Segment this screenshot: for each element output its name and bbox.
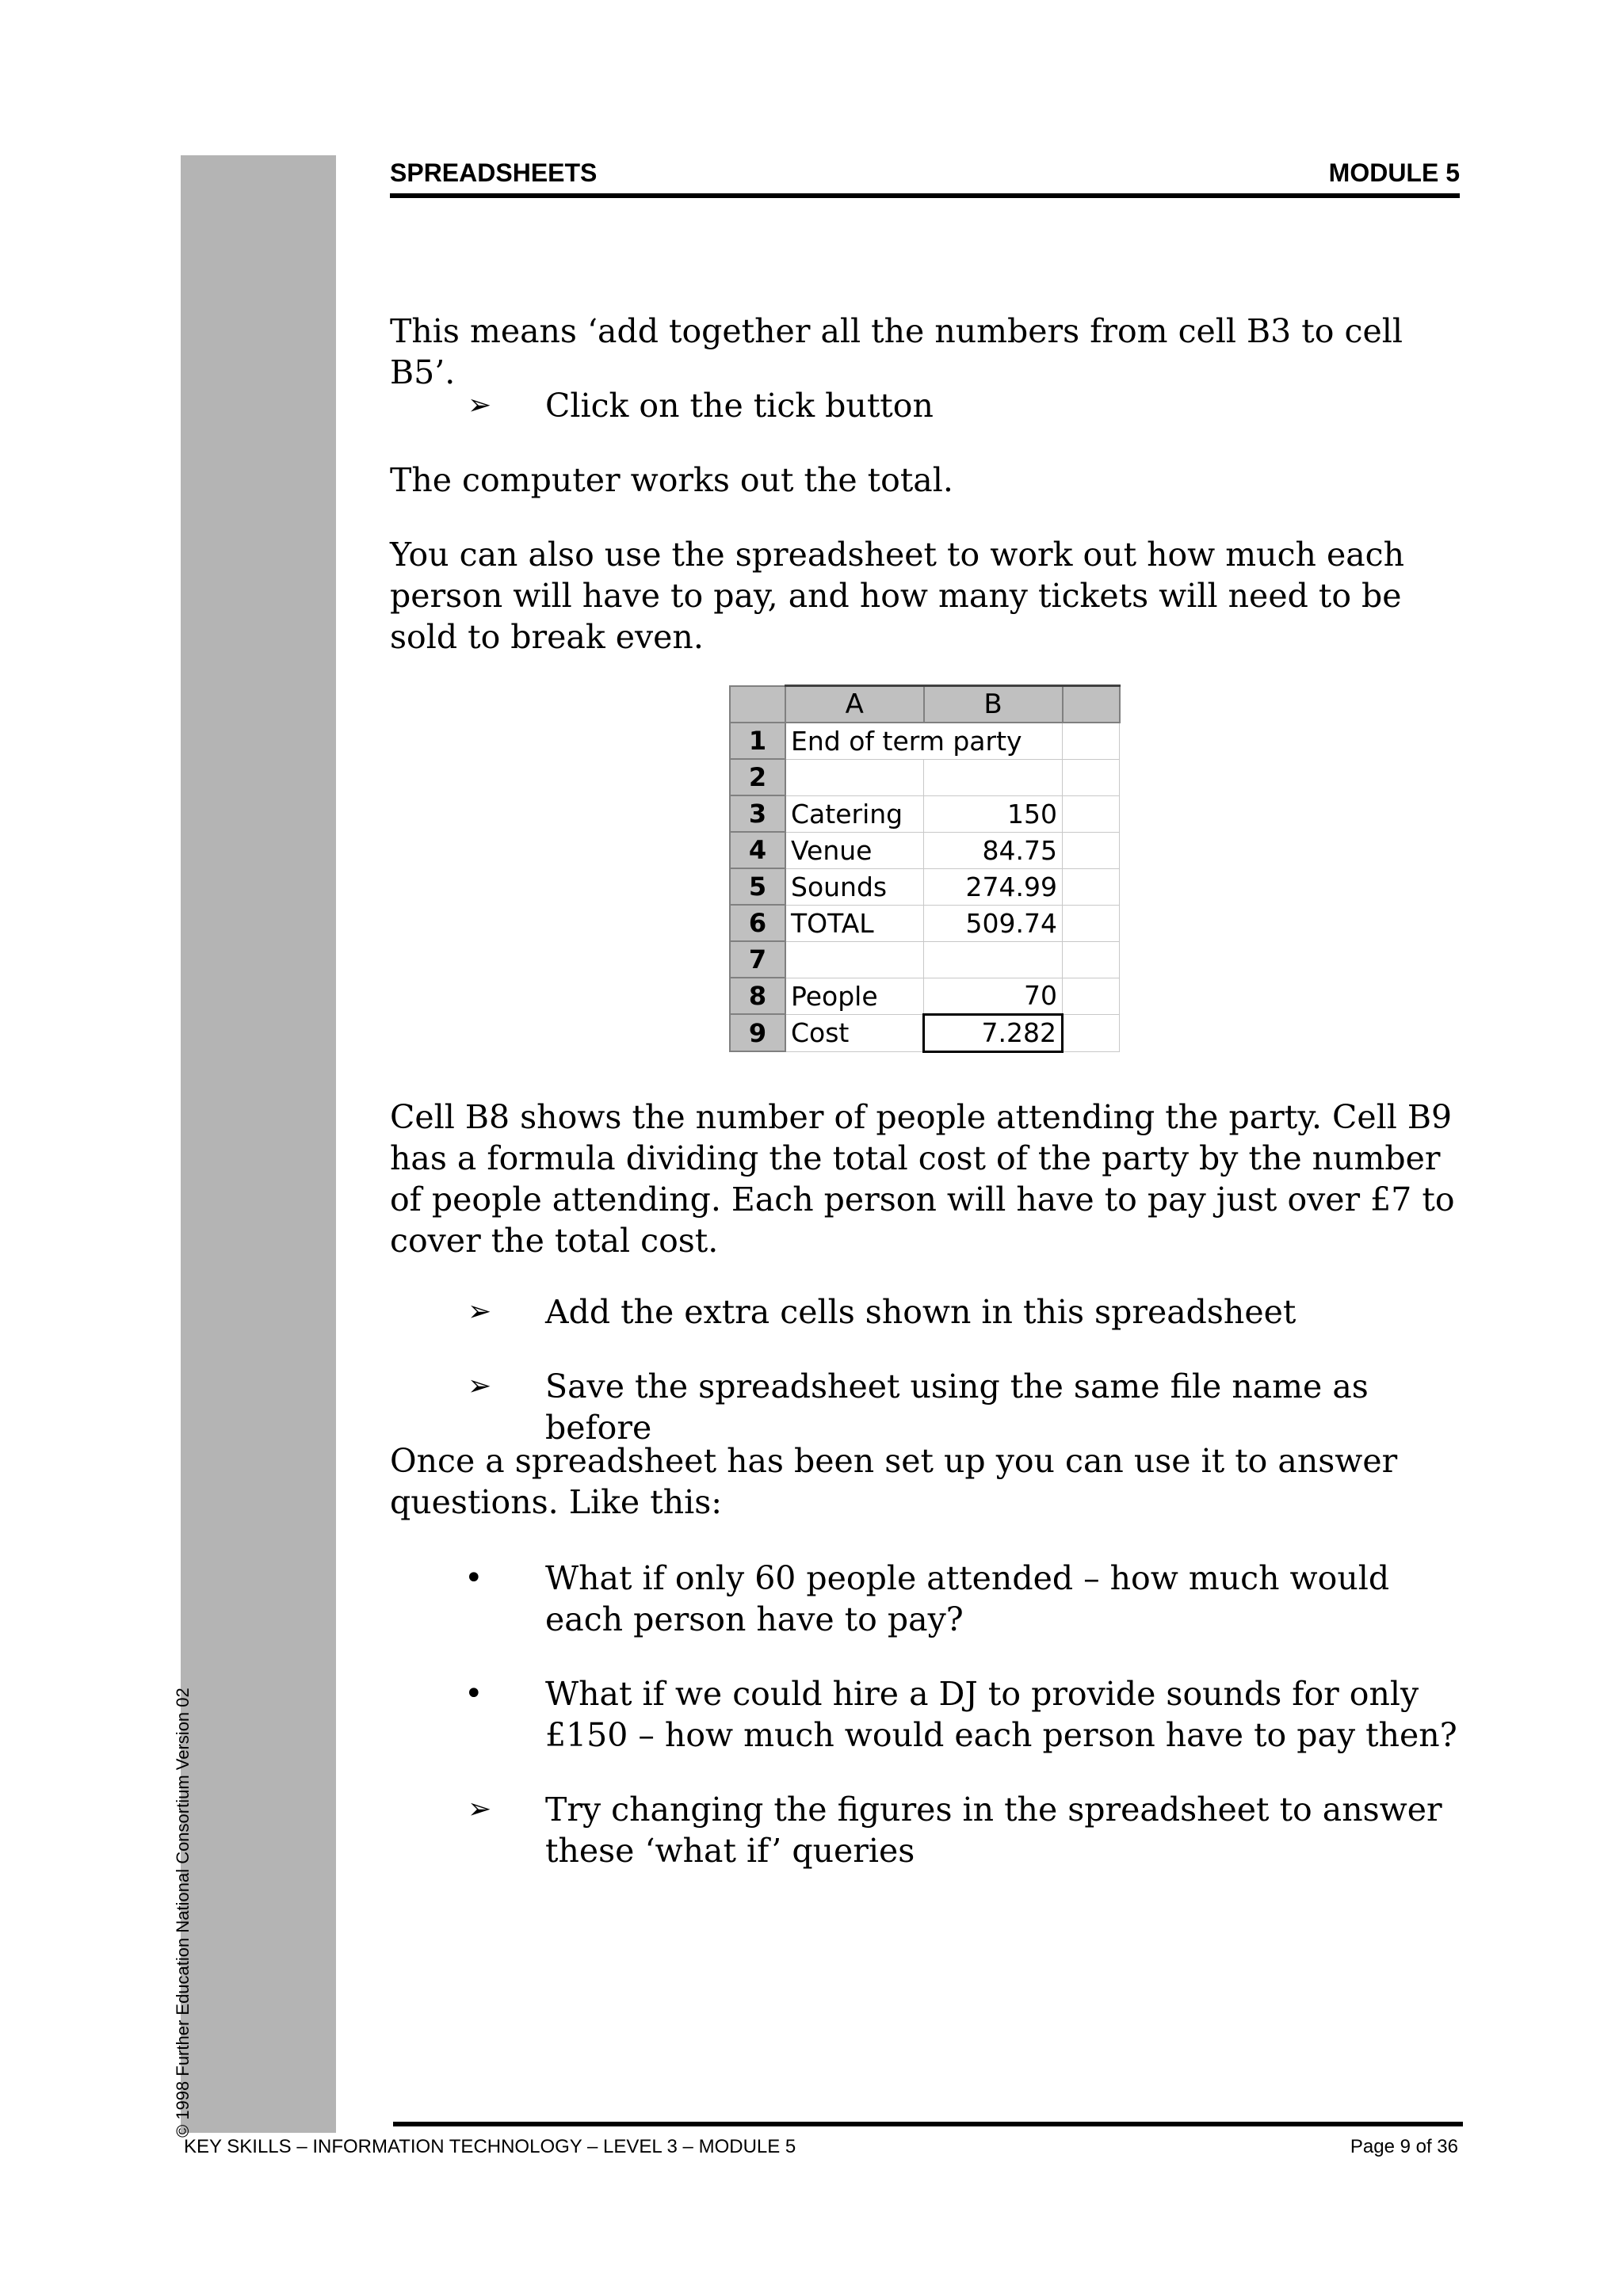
cell-a: Sounds (785, 868, 924, 905)
sheet-row (730, 978, 1120, 1014)
cell-c (1063, 905, 1120, 941)
column-header-b: B (924, 686, 1063, 723)
copyright-notice: © 1998 Further Education National Consortium Version 02 (173, 1688, 193, 2138)
page-number: Page 9 of 36 (1350, 2136, 1458, 2157)
cell-c (1063, 832, 1120, 868)
footer-rule (393, 2122, 1463, 2126)
select-all-corner (730, 686, 785, 723)
arrow-bullet-icon: ➢ (468, 389, 492, 421)
step-try-changing: Try changing the figures in the spreadsheet to answer these ‘what if’ queries (545, 1791, 1442, 1870)
sheet-row (730, 759, 1120, 795)
row-header: 6 (730, 905, 785, 941)
sheet-row (730, 723, 1120, 759)
cell-c (1063, 1014, 1120, 1051)
paragraph-questions: Once a spreadsheet has been set up you can use it to answer questions. Like this: (390, 1442, 1398, 1521)
cell-a: End of term party (785, 723, 1063, 759)
sheet-row (730, 1014, 1120, 1051)
cell-c (1063, 759, 1120, 795)
cell-a: Venue (785, 832, 924, 868)
spreadsheet-figure (729, 685, 1121, 1053)
paragraph-sum-explanation: This means ‘add together all the numbers from cell B3 to cell B5’. (390, 312, 1403, 391)
cell-b (924, 759, 1063, 795)
footer-title: KEY SKILLS – INFORMATION TECHNOLOGY – LEVEL 3 – MODULE 5 (184, 2136, 796, 2157)
spreadsheet-grid (729, 685, 1121, 1053)
row-header: 3 (730, 795, 785, 832)
arrow-bullet-icon: ➢ (468, 1295, 492, 1328)
column-header-a: A (785, 686, 924, 723)
sheet-row (730, 941, 1120, 978)
margin-bar (181, 155, 336, 2133)
paragraph-total: The computer works out the total. (390, 461, 953, 499)
column-header-c (1063, 686, 1120, 723)
paragraph-spreadsheet-use: You can also use the spreadsheet to work out how much each person will have to pay, and how many tickets will need to be sold to break even. (390, 536, 1405, 656)
cell-b: 150 (924, 795, 1063, 832)
row-header: 1 (730, 723, 785, 759)
cell-b: 509.74 (924, 905, 1063, 941)
sheet-row (730, 832, 1120, 868)
cell-a (785, 941, 924, 978)
cell-a: People (785, 978, 924, 1014)
header-title: SPREADSHEETS (390, 158, 598, 187)
dot-bullet-icon: • (464, 1676, 483, 1712)
cell-c (1063, 868, 1120, 905)
cell-b: 7.282 (924, 1014, 1063, 1051)
cell-c (1063, 941, 1120, 978)
cell-a: Cost (785, 1014, 924, 1051)
dot-bullet-icon: • (464, 1560, 483, 1596)
cell-a: Catering (785, 795, 924, 832)
arrow-bullet-icon: ➢ (468, 1793, 492, 1825)
cell-b: 274.99 (924, 868, 1063, 905)
cell-c (1063, 723, 1120, 759)
step-add-cells: Add the extra cells shown in this spreadsheet (545, 1293, 1296, 1331)
sheet-row (730, 868, 1120, 905)
cell-b: 84.75 (924, 832, 1063, 868)
cell-c (1063, 795, 1120, 832)
cell-a (785, 759, 924, 795)
header-rule (390, 193, 1460, 198)
row-header: 7 (730, 941, 785, 978)
question-dj-cost: What if we could hire a DJ to provide sounds for only £150 – how much would each person have to pay then? (545, 1675, 1457, 1754)
step-click-tick: Click on the tick button (545, 387, 934, 425)
row-header: 9 (730, 1014, 785, 1051)
step-save: Save the spreadsheet using the same file name as before (545, 1367, 1369, 1447)
cell-a: TOTAL (785, 905, 924, 941)
cell-b (924, 941, 1063, 978)
sheet-row (730, 795, 1120, 832)
row-header: 5 (730, 868, 785, 905)
row-header: 8 (730, 978, 785, 1014)
cell-b: 70 (924, 978, 1063, 1014)
row-header: 4 (730, 832, 785, 868)
paragraph-cell-b8: Cell B8 shows the number of people attending the party. Cell B9 has a formula dividing the total cost of the party by the number of people attending. Each person will have to pay just over £7 to cover the total cost. (390, 1098, 1455, 1260)
header-module: MODULE 5 (1328, 158, 1460, 187)
row-header: 2 (730, 759, 785, 795)
question-60-people: What if only 60 people attended – how much would each person have to pay? (545, 1559, 1390, 1638)
arrow-bullet-icon: ➢ (468, 1370, 492, 1402)
cell-c (1063, 978, 1120, 1014)
sheet-row (730, 905, 1120, 941)
